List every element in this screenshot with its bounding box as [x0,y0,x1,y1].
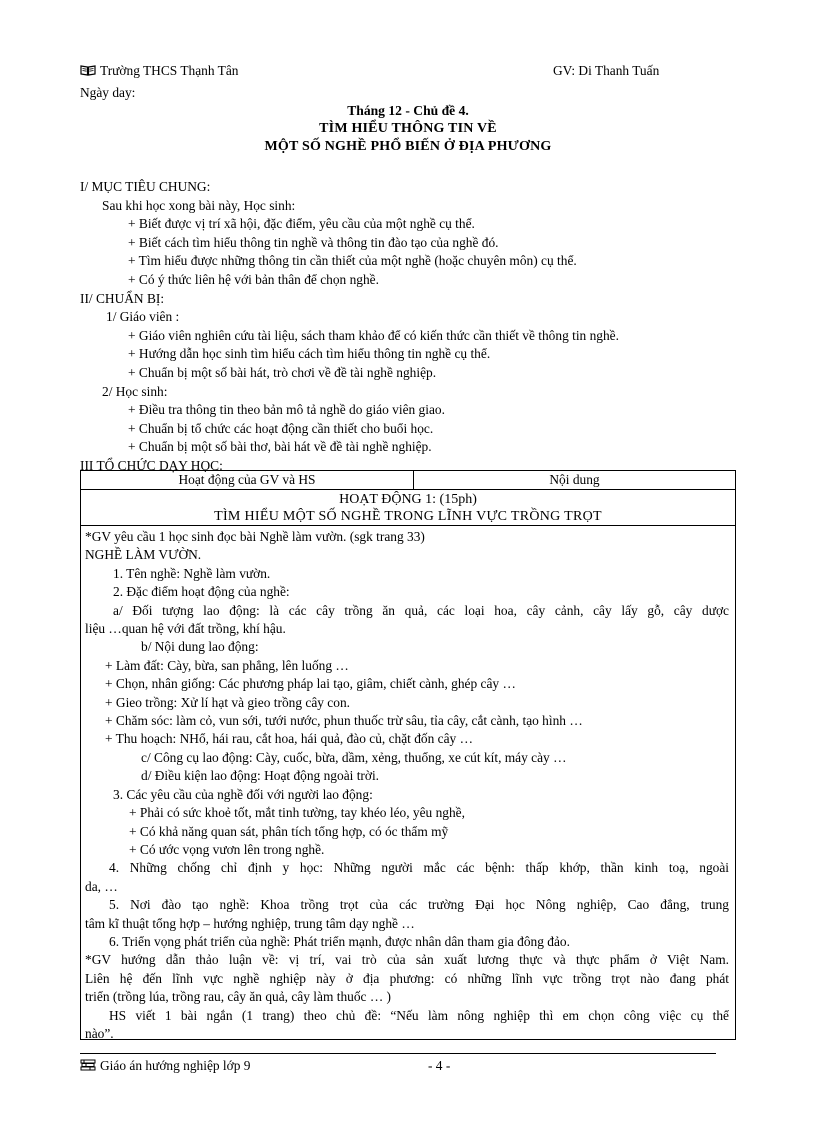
table-line: da, … [85,878,118,894]
table-body [81,526,735,1043]
section-heading: III TỔ CHỨC DẠY HỌC: [80,457,223,473]
table-line: HS viết 1 bài ngắn (1 trang) theo chủ đề: “Nếu làm nông nghiệp thì em chọn công việc cụ thể [109,1007,729,1023]
table-line: a/ Đối tượng lao động: là các cây trồng ăn quả, các loại hoa, cây cảnh, cây lấy gỗ, cây dược [113,602,729,618]
table-line: + Phải có sức khoẻ tốt, mắt tinh tường, tay khéo léo, yêu nghề, [129,805,465,821]
section-intro: Sau khi học xong bài này, Học sinh: [102,197,296,213]
page-footer [80,1058,716,1078]
table-line: Liên hệ đến lĩnh vực nghề nghiệp này ở địa phương: có những lĩnh vực trồng trọt nào đang phát [85,970,729,986]
lesson-outline [80,178,740,476]
page-header [80,63,736,83]
column-header-activities: Hoạt động của GV và HS [81,471,414,489]
table-line: NGHỀ LÀM VƯỜN. [85,547,202,563]
list-item: + Biết được vị trí xã hội, đặc điểm, yêu cầu của một nghề cụ thể. [128,216,475,232]
table-line: 6. Triển vọng phát triển của nghề: Phát triển mạnh, được nhân dân tham gia đông đảo. [109,933,570,949]
title-line-3: MỘT SỐ NGHỀ PHỔ BIẾN Ở ĐỊA PHƯƠNG [264,139,552,154]
list-item: + Có ý thức liên hệ với bản thân để chọn nghề. [128,271,379,287]
table-line: liệu …quan hệ với đất trồng, khí hậu. [85,621,286,637]
table-line: triển (trồng lúa, trồng rau, cây ăn quả, cây làm thuốc … ) [85,989,392,1005]
footer-divider [80,1053,716,1054]
activity-heading [81,490,735,526]
footer-title: Giáo án hướng nghiệp lớp 9 [80,1058,250,1074]
table-line: b/ Nội dung lao động: [141,639,259,655]
activity-subtitle: TÌM HIỂU MỘT SỐ NGHỀ TRONG LĨNH VỰC TRỒNG TRỌT [214,509,602,524]
table-line: tâm kĩ thuật tổng hợp – hướng nghiệp, trung tâm dạy nghề … [85,915,415,931]
list-item: + Hướng dẫn học sinh tìm hiểu cách tìm hiểu thông tin nghề cụ thể. [128,346,491,362]
table-line: + Làm đất: Cày, bừa, san phẳng, lên luống … [105,657,349,673]
subsection-heading: 2/ Học sinh: [102,383,168,399]
list-item: + Tìm hiểu được những thông tin cần thiết của một nghề (hoặc chuyên môn) cụ thể. [128,253,577,269]
date-label: Ngày day: [80,85,136,100]
column-header-content: Nội dung [549,472,600,487]
list-item: + Biết cách tìm hiểu thông tin nghề và thông tin đào tạo của nghề đó. [128,234,499,250]
table-line: c/ Công cụ lao động: Cày, cuốc, bừa, dầm, xẻng, thuổng, xe cút kít, máy cày … [141,749,567,765]
table-line: + Gieo trồng: Xử lí hạt và gieo trồng cây con. [105,694,350,710]
subsection-heading: 1/ Giáo viên : [106,309,180,325]
list-item: + Chuẩn bị một số bài hát, trò chơi về đề tài nghề nghiệp. [128,364,437,380]
section-heading: II/ CHUẨN BỊ: [80,290,165,306]
table-line: + Có khả năng quan sát, phân tích tổng hợp, có óc thẩm mỹ [129,823,449,839]
table-line: 5. Nơi đào tạo nghề: Khoa trồng trọt của các trường Đại học Nông nghiệp, Cao đẳng, trung [109,897,729,913]
table-line: 1. Tên nghề: Nghề làm vườn. [113,565,271,581]
table-line: nào”. [85,1025,114,1041]
lesson-table [80,470,736,1040]
table-line: + Có ước vọng vươn lên trong nghề. [129,841,325,857]
title-line-2: TÌM HIỂU THÔNG TIN VỀ [319,121,497,136]
table-line: + Thu hoạch: NHổ, hái rau, cắt hoa, hái quả, đào củ, chặt đốn cây … [105,731,473,747]
title-line-1: Tháng 12 - Chủ đề 4. [347,103,469,118]
list-item: + Giáo viên nghiên cứu tài liệu, sách tham khảo để có kiến thức cần thiết về thông tin nghề. [128,327,619,343]
lesson-title [80,102,736,156]
table-line: + Chăm sóc: làm cỏ, vun sới, tưới nước, phun thuốc trừ sâu, tỉa cây, cắt cành, tạo hình … [105,713,583,729]
list-item: + Chuẩn bị tổ chức các hoạt động cần thiết cho buổi học. [128,420,434,436]
table-line: *GV hướng dẫn thảo luận về: vị trí, vai trò của sản xuất lương thực và thực phẩm ở Việt Nam. [85,952,729,968]
activity-title: HOẠT ĐỘNG 1: (15ph) [339,492,477,507]
section-heading: I/ MỤC TIÊU CHUNG: [80,179,211,194]
table-header [81,471,735,490]
table-line: *GV yêu cầu 1 học sinh đọc bài Nghề làm vườn. (sgk trang 33) [85,529,425,544]
list-item: + Chuẩn bị một số bài thơ, bài hát về đề tài nghề nghiệp. [128,439,432,455]
book-stack-icon [80,1059,96,1071]
list-item: + Điều tra thông tin theo bản mô tả nghề do giáo viên giao. [128,402,445,418]
teacher-name: GV: Di Thanh Tuấn [553,63,660,78]
table-line: 3. Các yêu cầu của nghề đối với người lao động: [113,786,373,802]
table-line: d/ Điều kiện lao động: Hoạt động ngoài trời. [141,768,380,784]
table-line: + Chọn, nhân giống: Các phương pháp lai tạo, giâm, chiết cành, ghép cây … [105,676,516,692]
table-line: 2. Đặc điểm hoạt động của nghề: [113,584,290,600]
school-name: Trường THCS Thạnh Tân [80,63,238,79]
open-book-icon [80,64,96,76]
page-number: - 4 - [428,1058,451,1073]
table-line: 4. Những chống chỉ định y học: Những người mắc các bệnh: thấp khớp, thần kinh toạ, ngoài [109,860,729,876]
